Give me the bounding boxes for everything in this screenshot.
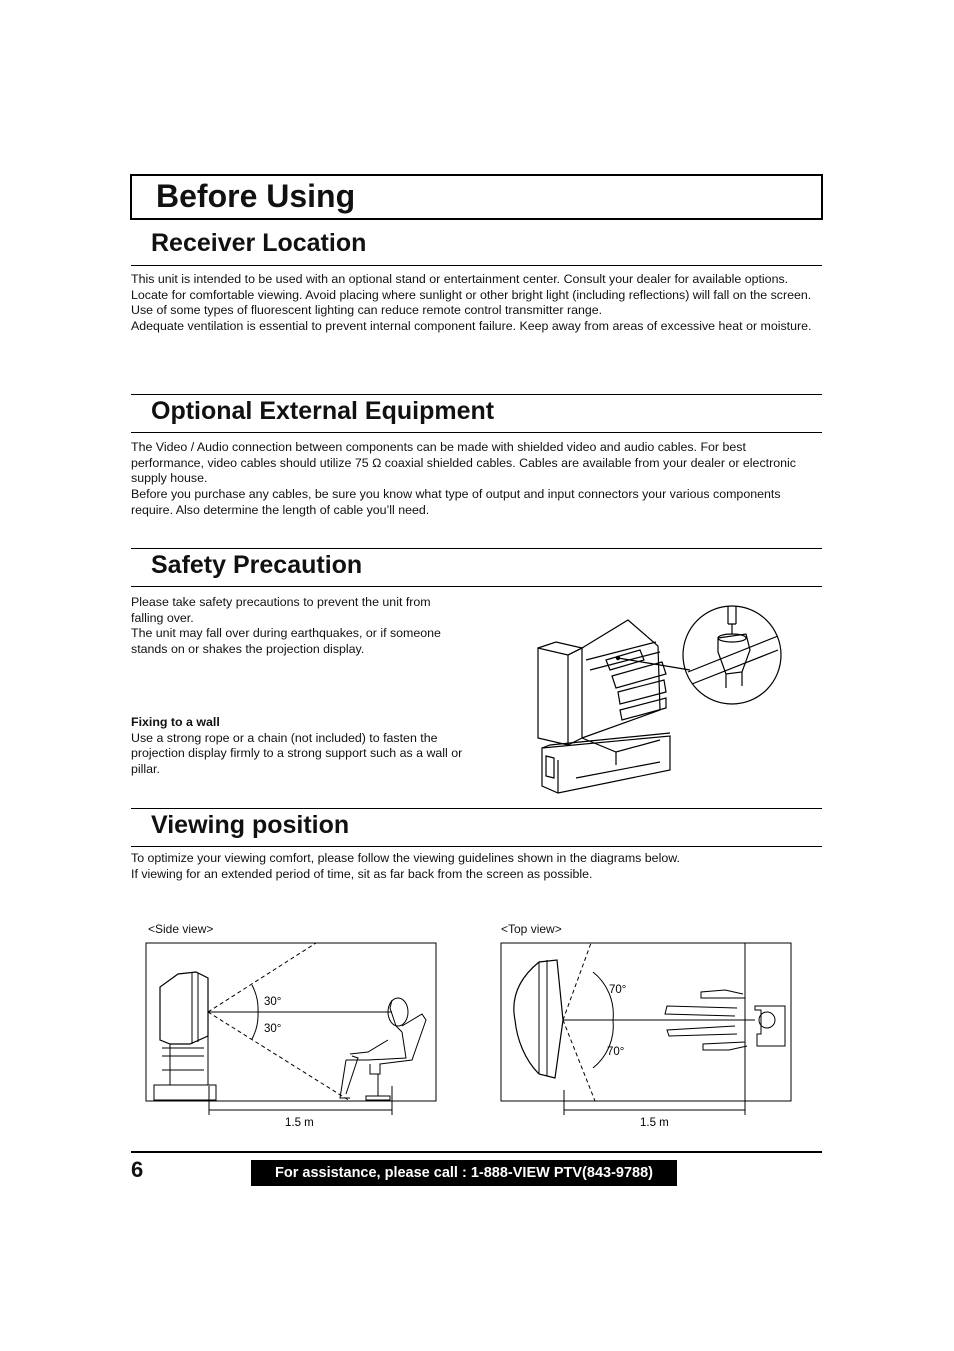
- fixing-paragraph: Use a strong rope or a chain (not included) to fasten the projection display firmly to a strong support such as a wall or pillar.: [131, 730, 463, 777]
- section-divider: [131, 265, 822, 266]
- safety-text: [131, 595, 466, 658]
- section-divider: [131, 432, 822, 433]
- receiver-text: [131, 272, 821, 335]
- tv-wall-fixing-illustration: [520, 600, 790, 800]
- top-view-diagram: [495, 940, 795, 1135]
- section-divider: [131, 808, 822, 809]
- section-divider: [131, 548, 822, 549]
- top-angle-upper: 70°: [609, 984, 627, 996]
- page-title: Before Using: [156, 178, 356, 214]
- safety-paragraph: Please take safety precautions to prevent the unit from falling over.: [131, 595, 431, 625]
- equipment-paragraph: The Video / Audio connection between components can be made with shielded video and audio cables. For best performance, video cables should utilize 75 Ω coaxial shielded cables. Cables are available from your dealer or electronic supply house.: [131, 440, 796, 486]
- fixing-text: [131, 715, 466, 778]
- top-view-label: <Top view>: [501, 922, 562, 936]
- receiver-paragraph: This unit is intended to be used with an optional stand or entertainment center. Consult your dealer for available options.: [131, 272, 789, 286]
- viewing-heading: Viewing position: [151, 811, 350, 839]
- top-angle-lower: 70°: [607, 1046, 625, 1058]
- top-view-frame: [501, 943, 791, 1101]
- safety-heading: Safety Precaution: [151, 551, 363, 579]
- section-divider: [131, 586, 822, 587]
- section-divider: [131, 846, 822, 847]
- top-distance-label: 1.5 m: [640, 1117, 669, 1129]
- side-view-diagram: [140, 940, 440, 1135]
- viewing-paragraph: If viewing for an extended period of time, sit as far back from the screen as possible.: [131, 866, 593, 881]
- page-number: 6: [131, 1157, 144, 1182]
- viewing-paragraph: To optimize your viewing comfort, please follow the viewing guidelines shown in the diagrams below.: [131, 851, 680, 865]
- side-angle-lower: 30°: [264, 1023, 282, 1035]
- side-view-frame: [146, 943, 436, 1101]
- receiver-paragraph: Use of some types of fluorescent lighting can reduce remote control transmitter range.: [131, 303, 603, 318]
- receiver-paragraph: Locate for comfortable viewing. Avoid placing where sunlight or other bright light (including reflections) will fall on the screen.: [131, 287, 812, 302]
- section-divider: [131, 394, 822, 395]
- viewing-text: [131, 851, 821, 882]
- footer-divider: [131, 1151, 822, 1153]
- equipment-heading: Optional External Equipment: [151, 397, 495, 425]
- receiver-paragraph: Adequate ventilation is essential to prevent internal component failure. Keep away from areas of excessive heat or moisture.: [131, 319, 812, 334]
- equipment-paragraph: Before you purchase any cables, be sure you know what type of output and input connectors your various components require. Also determine the length of cable you’ll need.: [131, 487, 781, 517]
- assistance-banner: For assistance, please call : 1-888-VIEW PTV(843-9788): [251, 1160, 677, 1186]
- side-view-label: <Side view>: [148, 922, 214, 936]
- equipment-text: [131, 440, 821, 519]
- side-angle-upper: 30°: [264, 996, 282, 1008]
- receiver-heading: Receiver Location: [151, 229, 367, 257]
- safety-paragraph: The unit may fall over during earthquakes, or if someone stands on or shakes the projection display.: [131, 626, 441, 657]
- fixing-title: Fixing to a wall: [131, 715, 220, 729]
- side-distance-label: 1.5 m: [285, 1117, 314, 1129]
- page-title-box: [130, 174, 823, 220]
